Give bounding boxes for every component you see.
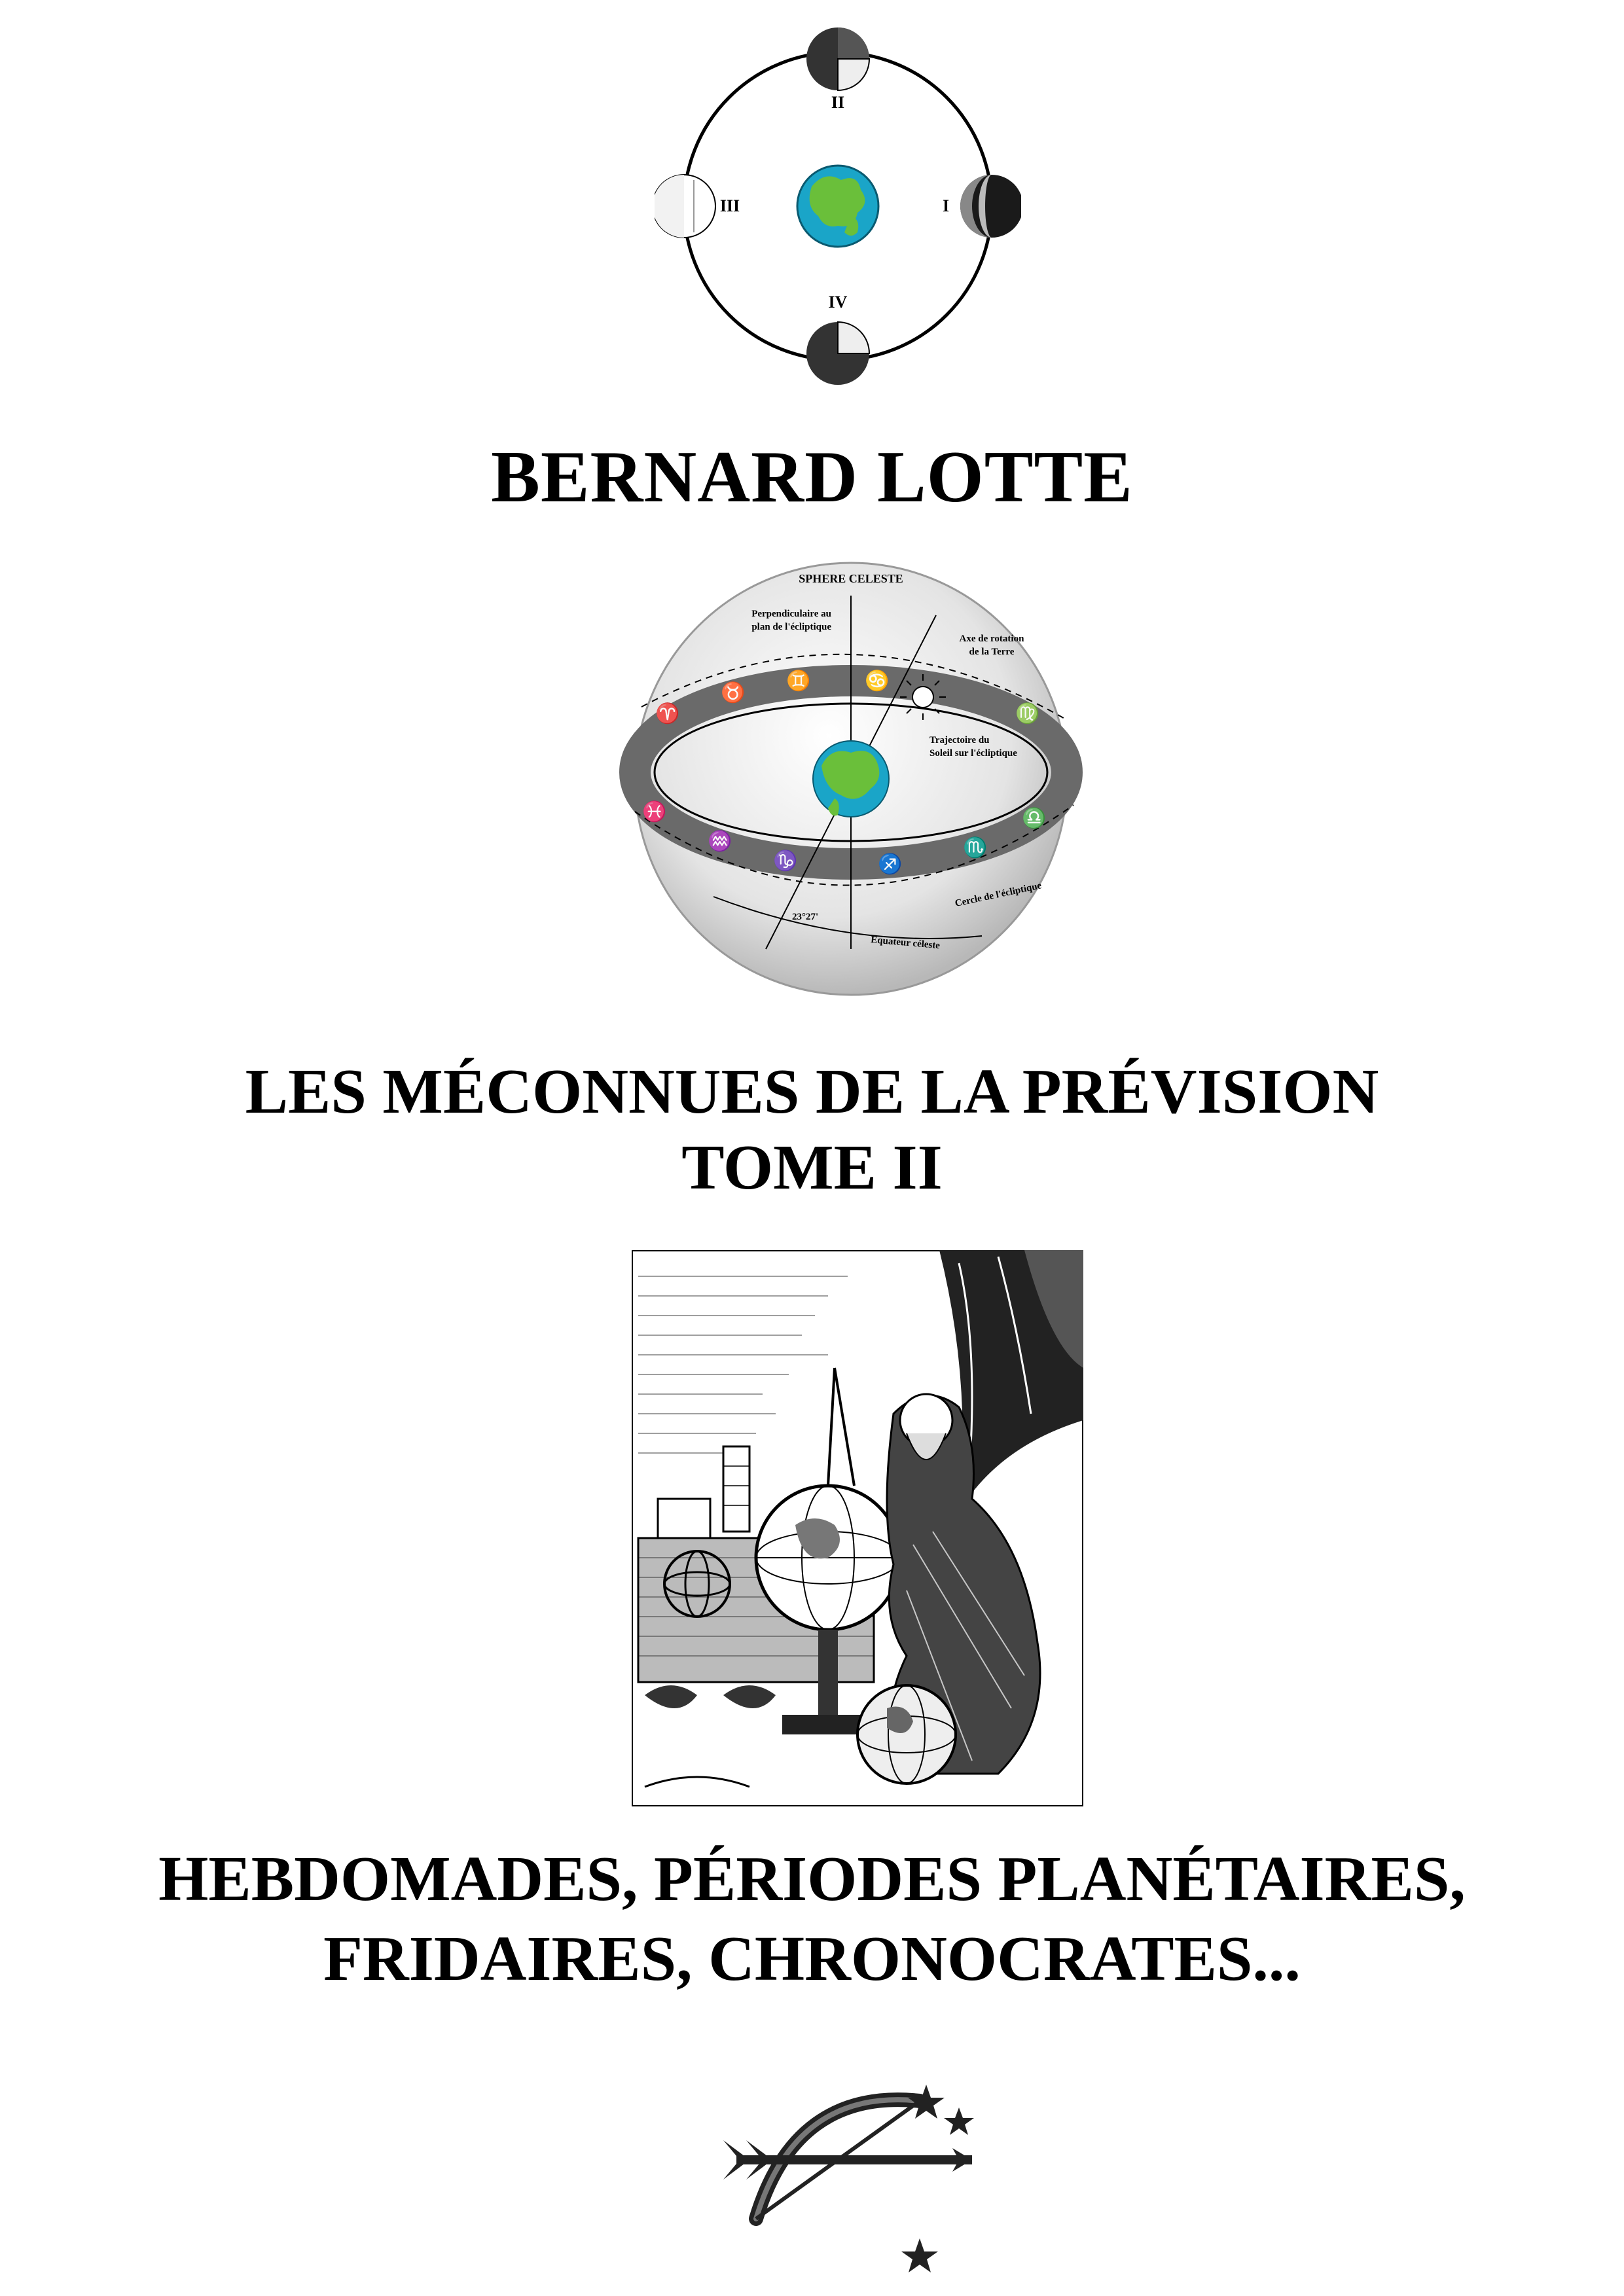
- author-name: BERNARD LOTTE: [491, 437, 1133, 518]
- moon-label-iv: IV: [828, 293, 848, 312]
- book-subtitle: [0, 1839, 1624, 1999]
- svg-text:♓: ♓: [642, 801, 667, 823]
- trajectory-label-1: Trajectoire du: [929, 735, 990, 745]
- svg-text:♎: ♎: [1022, 808, 1047, 829]
- svg-text:♉: ♉: [721, 682, 746, 704]
- earth-icon: [813, 741, 889, 817]
- moon-phases-diagram: [655, 20, 1021, 393]
- celestial-equator-label: Equateur céleste: [870, 935, 941, 952]
- book-title-line-2: TOME II: [681, 1132, 943, 1203]
- svg-text:♊: ♊: [786, 670, 811, 692]
- ecliptic-circle-label: Cercle de l'écliptique: [954, 880, 1043, 909]
- sphere-heading: SPHERE CELESTE: [799, 572, 903, 585]
- book-title-line-1: LES MÉCONNUES DE LA PRÉVISION: [245, 1056, 1379, 1127]
- svg-text:♋: ♋: [865, 670, 890, 692]
- svg-text:♏: ♏: [963, 837, 988, 859]
- axis-label-2: de la Terre: [969, 647, 1015, 657]
- svg-text:♑: ♑: [773, 850, 798, 872]
- celestial-sphere-diagram: [615, 556, 1087, 1001]
- earth-icon: [797, 166, 878, 247]
- svg-text:♐: ♐: [878, 853, 903, 875]
- svg-text:♈: ♈: [655, 703, 680, 725]
- moon-label-ii: II: [831, 93, 845, 112]
- svg-text:♍: ♍: [1015, 703, 1040, 725]
- trajectory-label-2: Soleil sur l'écliptique: [929, 748, 1017, 759]
- axis-label-1: Axe de rotation: [959, 634, 1024, 644]
- perpendicular-label-2: plan de l'écliptique: [751, 622, 831, 632]
- astronomer-engraving: [632, 1250, 1083, 1806]
- book-title: [0, 1054, 1624, 1206]
- perpendicular-label-1: Perpendiculaire au: [751, 609, 831, 619]
- moon-label-i: I: [942, 196, 950, 215]
- moon-label-iii: III: [719, 196, 740, 215]
- angle-label: 23°27': [792, 912, 819, 922]
- moon-phase-i-icon: [960, 175, 1021, 238]
- sagittarius-emblem-icon: [710, 2075, 998, 2278]
- svg-text:♒: ♒: [708, 831, 732, 852]
- moon-phase-iii-icon: [655, 175, 715, 238]
- subtitle-line-2: FRIDAIRES, CHRONOCRATES...: [323, 1924, 1301, 1994]
- moon-phase-ii-icon: [806, 27, 869, 90]
- subtitle-line-1: HEBDOMADES, PÉRIODES PLANÉTAIRES,: [158, 1844, 1466, 1914]
- moon-phase-iv-icon: [806, 322, 869, 385]
